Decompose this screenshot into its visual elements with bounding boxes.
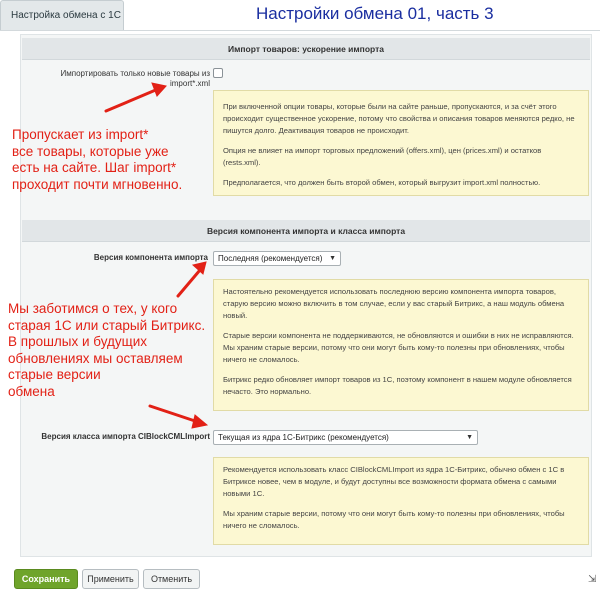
- save-button[interactable]: Сохранить: [14, 569, 78, 589]
- arrow-icon: [150, 406, 207, 428]
- chevron-down-icon: ▼: [329, 255, 336, 262]
- note-paragraph: Предполагается, что должен быть второй обмен, который выгрузит import.xml полностью.: [223, 178, 541, 187]
- chevron-down-icon: ▼: [466, 434, 473, 441]
- class-version-label: Версия класса импорта CIBlockCMLImport: [41, 432, 210, 441]
- arrow-icon: [106, 83, 166, 111]
- apply-button[interactable]: Применить: [82, 569, 139, 589]
- section-import-speedup-title: Импорт товаров: ускорение импорта: [22, 38, 590, 60]
- class-version-value: Текущая из ядра 1С-Битрикс (рекомендуется): [218, 433, 389, 442]
- import-new-only-label: Импортировать только новые товары из import*.xml: [60, 69, 210, 88]
- note-paragraph: Мы храним старые версии, потому что они могут быть кому-то полезны при обновлениях, чтобы ничего не сломалось.: [223, 509, 565, 530]
- note-paragraph: Битрикс редко обновляет импорт товаров из 1С, поэтому компонент в нашем модуле обновляется нечасто. Это нормально.: [223, 375, 572, 396]
- component-version-label: Версия компонента импорта: [93, 253, 208, 262]
- note-paragraph: Рекомендуется использовать класс CIBlockCMLImport из ядра 1С-Битрикс, обычно обмен с 1С в Битриксе новее, чем в модуле, и будут доступны все возможности формата обмена с самыми новыми 1С.: [223, 465, 565, 498]
- note-paragraph: При включенной опции товары, которые были на сайте раньше, пропускаются, и за счёт этого происходит существенное ускорение, потому что свойства и описания товаров меняются редко, не пишутся долго. Деактивация товаров не происходит.: [223, 102, 575, 135]
- resize-icon[interactable]: ⇲: [588, 574, 597, 585]
- component-version-value: Последняя (рекомендуется): [218, 254, 323, 263]
- section-import-version-title: Версия компонента импорта и класса импорта: [22, 220, 590, 242]
- arrow-icon: [178, 262, 206, 296]
- tab-exchange-settings[interactable]: Настройка обмена с 1С: [0, 0, 124, 30]
- note-paragraph: Старые версии компонента не поддерживаются, не обновляются и ошибки в них не исправляются. Мы храним старые версии, потому что они могут быть кому-то полезны при обновлениях, чтобы ничего не сломалось.: [223, 331, 574, 364]
- annotation-skip-existing: Пропускает из import* все товары, которые уже есть на сайте. Шаг import* проходит почти мгновенно.: [12, 127, 183, 192]
- cancel-button[interactable]: Отменить: [143, 569, 200, 589]
- note-paragraph: Настоятельно рекомендуется использовать последнюю версию компонента импорта товаров, старую версию можно включить в том случае, если у вас старый Битрикс, а наш модуль обмена новый.: [223, 287, 565, 320]
- page-title: Настройки обмена 01, часть 3: [256, 4, 494, 23]
- note-paragraph: Опция не влияет на импорт торговых предложений (offers.xml), цен (prices.xml) и остатков (rests.xml).: [223, 146, 542, 167]
- annotation-old-versions: Мы заботимся о тех, у кого старая 1С или старый Битрикс. В прошлых и будущих обновлениях мы оставляем старые версии обмена: [8, 301, 206, 399]
